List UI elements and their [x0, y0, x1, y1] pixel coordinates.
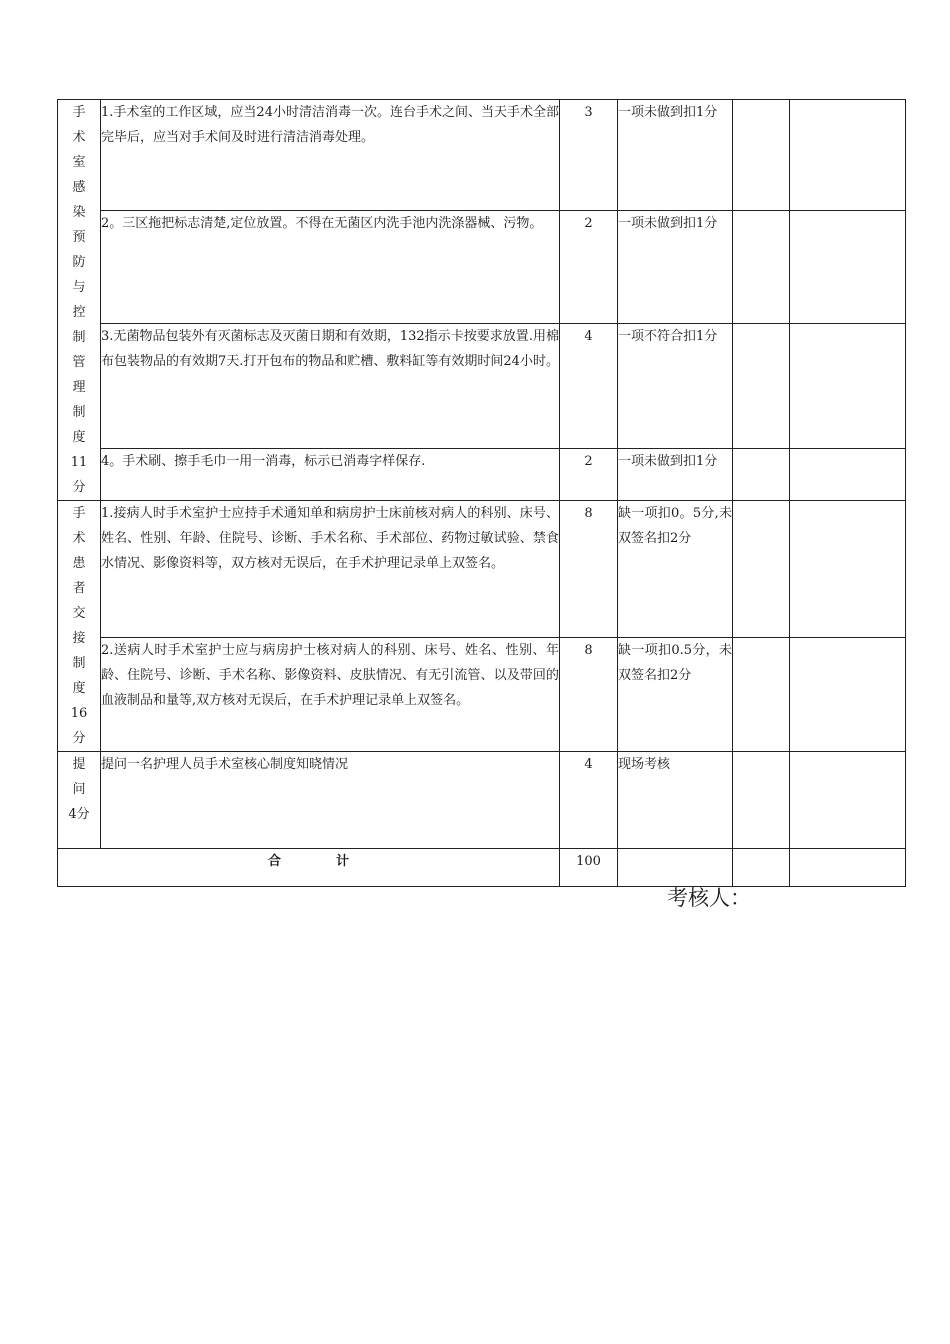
category-cell	[58, 501, 101, 752]
category-char: 染	[72, 205, 86, 220]
blank-cell	[790, 323, 906, 448]
category-char: 交	[72, 606, 86, 621]
category-char: 制	[72, 656, 86, 671]
blank-cell	[733, 849, 790, 887]
blank-cell	[733, 752, 790, 849]
category-char: 防	[72, 255, 86, 270]
category-char: 接	[72, 631, 86, 646]
blank-cell	[618, 849, 733, 887]
category-char: 提	[72, 757, 86, 772]
item-cell: 2.送病人时手术室护士应与病房护士核对病人的科别、床号、姓名、性别、年龄、住院号、诊断、手术名称、影像资料、皮肤情况、有无引流管、以及带回的血液制品和量等,双方核对无误后，在手术护理记录单上双签名。	[101, 637, 560, 751]
assessment-table	[57, 99, 906, 887]
category-char: 者	[72, 581, 86, 596]
total-row	[58, 849, 906, 887]
rule-cell: 一项未做到扣1分	[618, 100, 733, 211]
blank-cell	[733, 637, 790, 751]
category-char: 与	[72, 280, 86, 295]
category-char: 11	[70, 455, 88, 470]
table-row	[58, 501, 906, 638]
category-char: 制	[72, 330, 86, 345]
rule-cell: 一项未做到扣1分	[618, 448, 733, 500]
blank-cell	[733, 100, 790, 211]
blank-cell	[733, 501, 790, 638]
category-char: 4分	[68, 807, 90, 822]
item-cell: 2。三区拖把标志清楚,定位放置。不得在无菌区内洗手池内洗涤器械、污物。	[101, 210, 560, 323]
item-cell: 4。手术刷、擦手毛巾一用一消毒，标示已消毒字样保存.	[101, 448, 560, 500]
examiner-label: 考核人：	[667, 886, 751, 910]
rule-cell: 缺一项扣0.5分，未双签名扣2分	[618, 637, 733, 751]
category-char: 制	[72, 405, 86, 420]
category-char: 控	[72, 305, 86, 320]
table-row	[58, 448, 906, 500]
category-char: 手	[72, 105, 86, 120]
total-score: 100	[560, 849, 618, 887]
blank-cell	[733, 210, 790, 323]
table-row	[58, 100, 906, 211]
rule-cell: 一项未做到扣1分	[618, 210, 733, 323]
blank-cell	[790, 752, 906, 849]
total-label	[58, 849, 560, 887]
category-char: 手	[72, 506, 86, 521]
rule-cell: 现场考核	[618, 752, 733, 849]
blank-cell	[790, 501, 906, 638]
score-cell: 2	[560, 210, 618, 323]
category-char: 16	[70, 706, 88, 721]
blank-cell	[790, 210, 906, 323]
total-label-part: 合	[267, 854, 281, 869]
category-char: 分	[72, 480, 86, 495]
table-row	[58, 752, 906, 849]
category-char: 感	[72, 180, 86, 195]
category-cell	[58, 752, 101, 849]
item-cell: 3.无菌物品包装外有灭菌标志及灭菌日期和有效期，132指示卡按要求放置.用棉布包装物品的有效期7天.打开包布的物品和贮槽、敷料缸等有效期时间24小时。	[101, 323, 560, 448]
item-cell: 1.接病人时手术室护士应持手术通知单和病房护士床前核对病人的科别、床号、姓名、性别、年龄、住院号、诊断、手术名称、手术部位、药物过敏试验、禁食水情况、影像资料等，双方核对无误后，在手术护理记录单上双签名。	[101, 501, 560, 638]
blank-cell	[733, 448, 790, 500]
category-cell	[58, 100, 101, 501]
rule-cell: 一项不符合扣1分	[618, 323, 733, 448]
total-label-part: 计	[335, 854, 349, 869]
item-cell: 1.手术室的工作区域，应当24小时清洁消毒一次。连台手术之间、当天手术全部完毕后，应当对手术间及时进行清洁消毒处理。	[101, 100, 560, 211]
score-cell: 8	[560, 637, 618, 751]
category-char: 管	[72, 355, 86, 370]
score-cell: 4	[560, 752, 618, 849]
category-char: 术	[72, 531, 86, 546]
blank-cell	[733, 323, 790, 448]
category-char: 患	[72, 556, 86, 571]
category-char: 度	[72, 430, 86, 445]
blank-cell	[790, 448, 906, 500]
item-cell: 提问一名护理人员手术室核心制度知晓情况	[101, 752, 560, 849]
table-row	[58, 210, 906, 323]
table-row	[58, 637, 906, 751]
category-char: 理	[72, 380, 86, 395]
score-cell: 2	[560, 448, 618, 500]
blank-cell	[790, 849, 906, 887]
category-char: 分	[72, 731, 86, 746]
rule-cell: 缺一项扣0。5分,未双签名扣2分	[618, 501, 733, 638]
blank-cell	[790, 637, 906, 751]
category-char: 预	[72, 230, 86, 245]
category-char: 度	[72, 681, 86, 696]
blank-cell	[790, 100, 906, 211]
score-cell: 8	[560, 501, 618, 638]
table-row	[58, 323, 906, 448]
category-char: 术	[72, 130, 86, 145]
category-char: 问	[72, 782, 86, 797]
category-char: 室	[72, 155, 86, 170]
score-cell: 3	[560, 100, 618, 211]
score-cell: 4	[560, 323, 618, 448]
